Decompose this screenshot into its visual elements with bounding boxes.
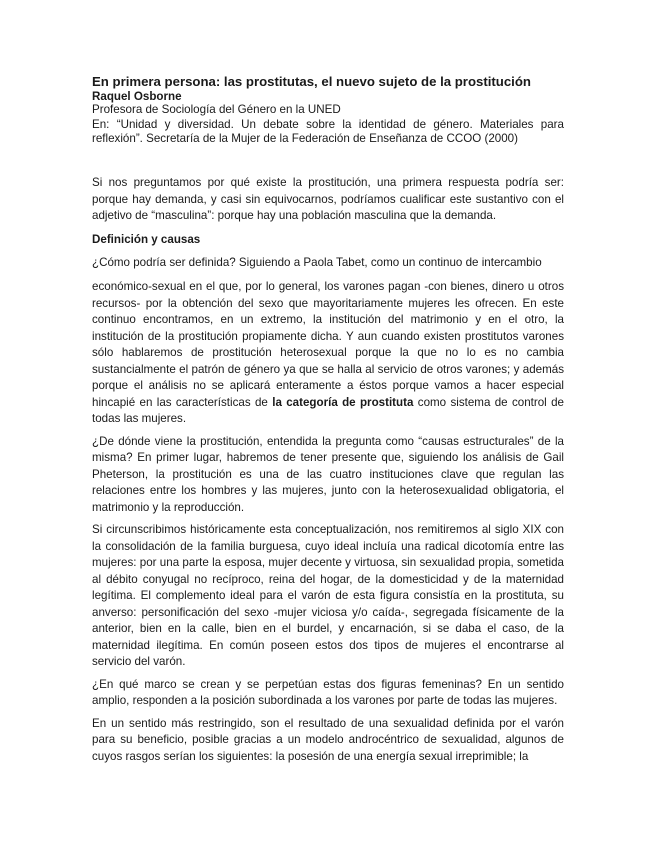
source-citation: En: “Unidad y diversidad. Un debate sobre la identidad de género. Materiales para reflexión”. Secretaría de la Mujer de la Federación de Enseñanza de CCOO (2000): [92, 117, 564, 145]
author-affiliation: Profesora de Sociología del Género en la UNED: [92, 103, 341, 116]
definition-paragraph: [92, 279, 564, 428]
definition-bold-phrase: la categoría de prostituta: [272, 395, 414, 409]
section-heading: Definición y causas: [92, 232, 201, 246]
document-title: En primera persona: las prostitutas, el nuevo sujeto de la prostitución: [92, 74, 531, 89]
document-body: [92, 175, 564, 765]
definition-text-part1: económico-sexual en el que, por lo general, los varones pagan -con bienes, dinero u otros recursos- por la obtención del sexo que mayoritariamente mujeres les ofrecen. En este continuo encontramos, en un extremo, la institución del matrimonio y en el otro, la institución de la prostitución propiamente dicha. Y aun cuando existen prostitutos varones sólo hablaremos de prostitución heterosexual porque la que no lo es no cambia sustancialmente el patrón de género ya que se halla al servicio de otros varones; y además porque el análisis no se aplicará enteramente a éstos porque vamos a hacer especial hincapié en las características de: [92, 280, 564, 409]
restricted-paragraph: En un sentido más restringido, son el resultado de una sexualidad definida por el varón para su beneficio, posible gracias a un modelo androcéntrico de sexualidad, algunos de cuyos rasgos serían los siguientes: la posesión de una energía sexual irreprimible; la: [92, 716, 564, 763]
framework-paragraph: ¿En qué marco se crean y se perpetúan estas dos figuras femeninas? En un sentido amplio, responden a la posición subordinada a los varones por parte de todas las mujeres.: [92, 677, 564, 707]
causes-paragraph: ¿De dónde viene la prostitución, entendida la pregunta como “causas estructurales” de la misma? En primer lugar, habremos de tener presente que, siguiendo los análisis de Gail Pheterson, la prostitución es una de las cuatro instituciones clave que regulan las relaciones entre los hombres y las mujeres, junto con la heterosexualidad obligatoria, el matrimonio y la reproducción.: [92, 434, 564, 514]
historical-paragraph: Si circunscribimos históricamente esta conceptualización, nos remitiremos al siglo XIX con la consolidación de la familia burguesa, cuyo ideal incluía una radical dicotomía entre las mujeres: por una parte la esposa, mujer decente y virtuosa, sin sexualidad propia, sometida al débito conyugal no recíproco, reina del hogar, de la domesticidad y de la maternidad legítima. El complemento ideal para el varón de esta figura consistía en la prostituta, su anverso: personificación del sexo -mujer viciosa y/o caída-, segregada físicamente de la anterior, bien en la calle, bien en el burdel, y encarnación, si se daba el caso, de la maternidad ilegítima. En común poseen estos dos tipos de mujeres el encontrarse al servicio del varón.: [92, 523, 564, 668]
definition-text-part2: como sistema de control de todas las mujeres.: [92, 395, 564, 425]
document-header: [92, 74, 564, 147]
definition-question: ¿Cómo podría ser definida? Siguiendo a Paola Tabet, como un continuo de intercambio: [92, 255, 542, 269]
author-name: Raquel Osborne: [92, 90, 182, 103]
intro-paragraph: Si nos preguntamos por qué existe la prostitución, una primera respuesta podría ser: porque hay demanda, y casi sin equivocarnos, podríamos cualificar este sustantivo con el adjetivo de “masculina”: porque hay una población masculina que la demanda.: [92, 176, 564, 222]
